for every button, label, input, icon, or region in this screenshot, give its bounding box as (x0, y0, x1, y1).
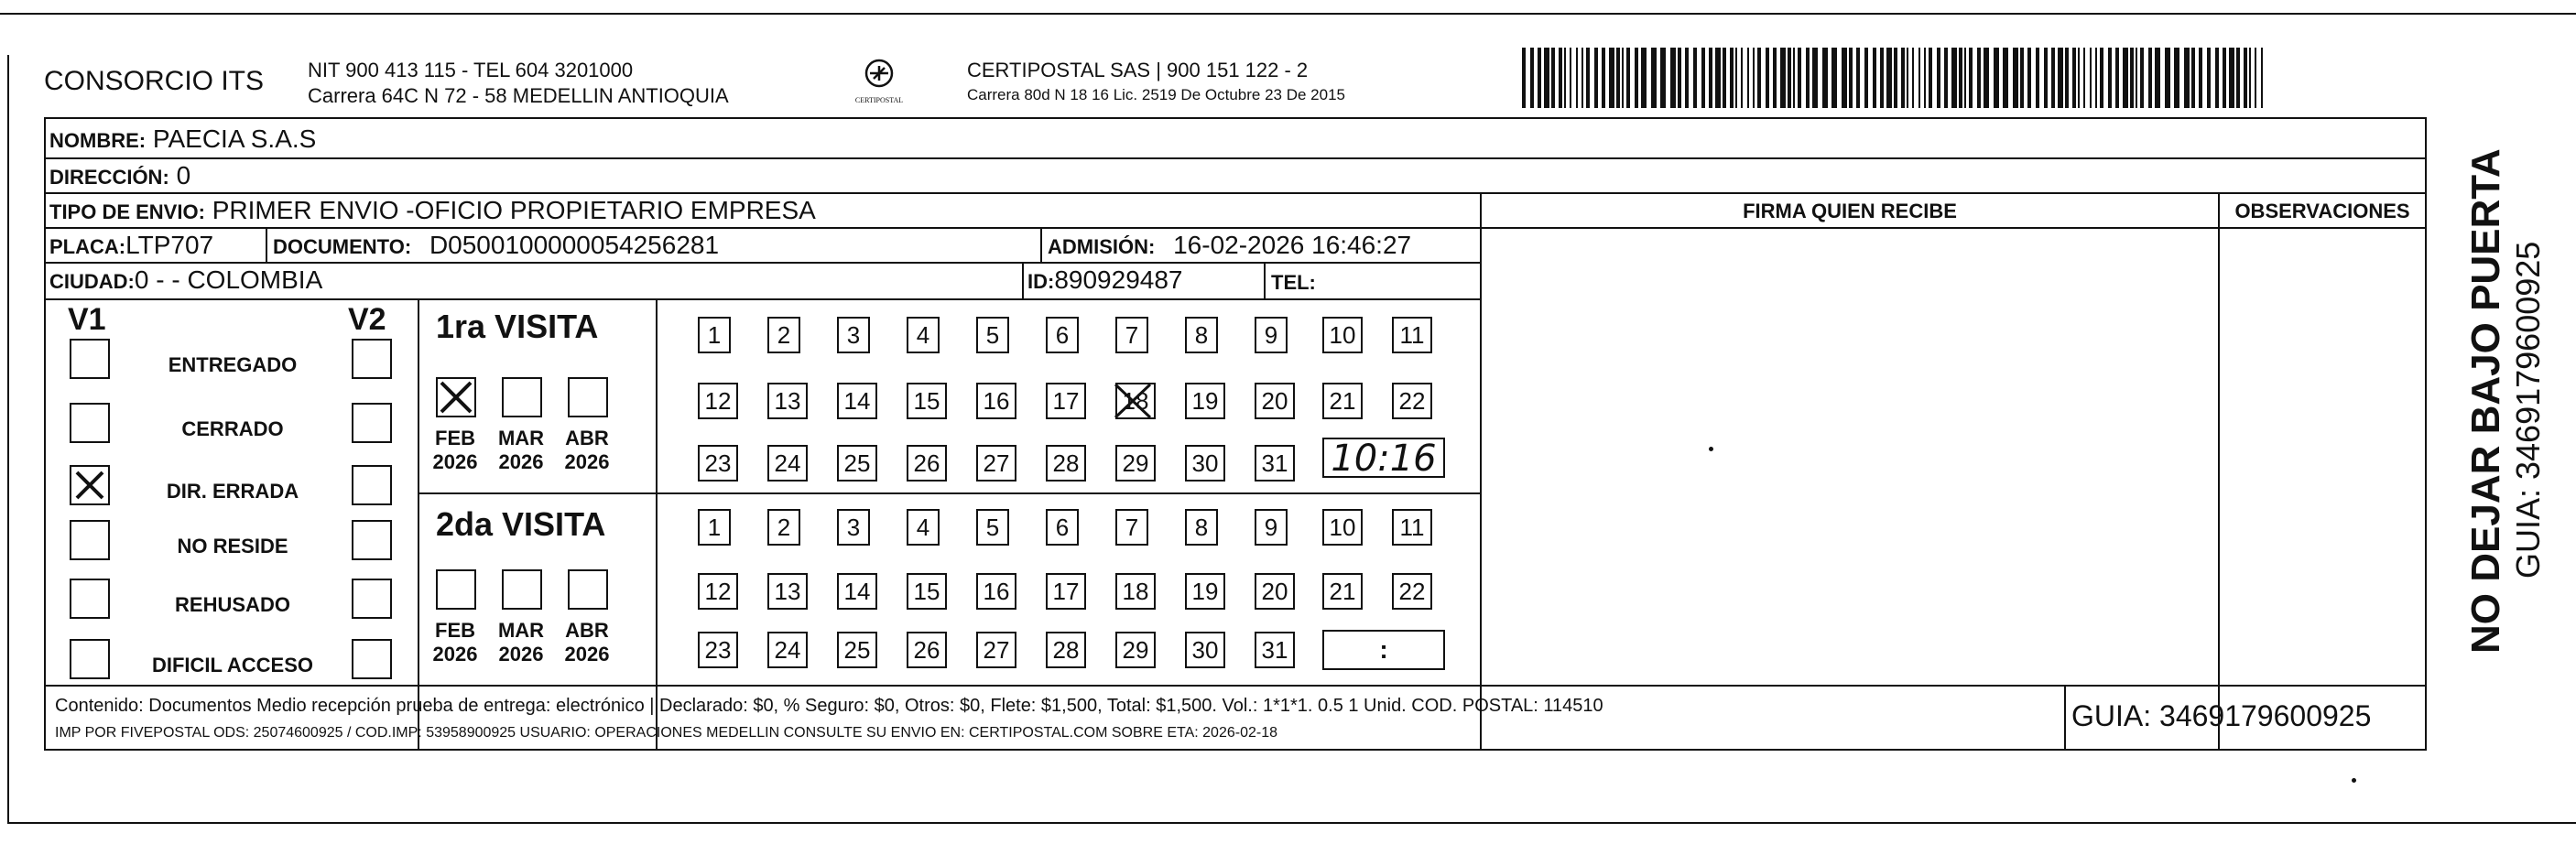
month-year: 2026 (498, 450, 544, 473)
barcode-bar (1894, 48, 1897, 108)
barcode-bar (1951, 48, 1957, 108)
table-top (44, 117, 2427, 119)
barcode-bar (2174, 48, 2179, 108)
barcode-bar (1984, 48, 1989, 108)
month-checkbox[interactable] (502, 569, 542, 610)
day-box[interactable]: 10 (1322, 509, 1363, 546)
v2-checkbox[interactable] (352, 520, 392, 560)
barcode-bar (1741, 48, 1743, 108)
day-box[interactable]: 30 (1185, 632, 1225, 668)
barcode-bar (1693, 48, 1697, 108)
v1-checkbox[interactable] (70, 465, 110, 505)
month-label (491, 619, 551, 666)
barcode-bar (1678, 48, 1681, 108)
tipo-row (49, 196, 816, 225)
footer-guia-sep (2064, 685, 2066, 749)
documento-label: DOCUMENTO: (273, 235, 412, 258)
day-box[interactable]: 17 (1046, 383, 1086, 419)
id-value: 890929487 (1054, 265, 1183, 294)
id-label: ID: (1027, 270, 1055, 293)
placa-sep (266, 227, 267, 262)
day-box[interactable]: 2 (767, 509, 800, 546)
direccion-label: DIRECCIÓN: (49, 166, 169, 189)
tipo-value: PRIMER ENVIO -OFICIO PROPIETARIO EMPRESA (212, 196, 816, 224)
day-box[interactable]: 21 (1322, 573, 1363, 610)
month-sep (656, 298, 658, 749)
first-time-box (1322, 438, 1445, 478)
direccion-row (49, 161, 190, 190)
barcode-bar (1806, 48, 1810, 108)
v1-label: V1 (68, 302, 106, 337)
admision-sep (1040, 227, 1042, 262)
month-checkbox[interactable] (568, 569, 608, 610)
certipostal-address: Carrera 80d N 18 16 Lic. 2519 De Octubre 23 De 2015 (967, 86, 1345, 103)
month-year: 2026 (432, 450, 478, 473)
row-line-4 (44, 262, 1482, 264)
barcode-bar (2223, 48, 2226, 108)
barcode-bar (2100, 48, 2103, 108)
barcode-bar (2078, 48, 2080, 108)
barcode-bar (1616, 48, 1620, 108)
v1-checkbox[interactable] (70, 403, 110, 443)
day-box[interactable]: 13 (767, 573, 808, 610)
day-box[interactable]: 2 (767, 317, 800, 353)
day-box[interactable]: 5 (976, 509, 1009, 546)
barcode-bar (1586, 48, 1590, 108)
month-label (557, 619, 617, 666)
barcode-bar (2130, 48, 2134, 108)
barcode-bar (1880, 48, 1884, 108)
barcode-bar (2255, 48, 2256, 108)
barcode-bar (1544, 48, 1549, 108)
certipostal-logo-text: CERTIPOSTAL (854, 96, 904, 104)
month-year: 2026 (564, 643, 610, 665)
month-name: MAR (497, 619, 545, 642)
certipostal-logo (852, 59, 907, 104)
status-option-label: ENTREGADO (168, 353, 298, 376)
barcode-bar (1766, 48, 1769, 108)
barcode-bar (2136, 48, 2137, 108)
barcode-bar (1622, 48, 1624, 108)
barcode-bar (1594, 48, 1598, 108)
day-box[interactable]: 3 (837, 509, 870, 546)
footer-top (44, 685, 2427, 687)
barcode-bar (2165, 48, 2170, 108)
day-box[interactable]: 29 (1115, 632, 1156, 668)
barcode-bar (1964, 48, 1966, 108)
day-box[interactable]: 31 (1255, 632, 1295, 668)
table-left (44, 117, 46, 751)
nombre-value: PAECIA S.A.S (152, 124, 317, 153)
day-box[interactable]: 28 (1046, 632, 1086, 668)
left-border (7, 55, 9, 824)
day-box[interactable]: 28 (1046, 445, 1086, 482)
speck (2352, 778, 2356, 783)
day-box[interactable]: 13 (767, 383, 808, 419)
placa-row (49, 231, 213, 260)
status-option-label: NO RESIDE (177, 535, 288, 557)
day-box[interactable]: 30 (1185, 445, 1225, 482)
v2-checkbox[interactable] (352, 579, 392, 619)
day-box[interactable]: 6 (1046, 509, 1079, 546)
day-box[interactable]: 20 (1255, 383, 1295, 419)
barcode-bar (2090, 48, 2092, 108)
day-box[interactable]: 25 (837, 445, 877, 482)
firma-col-right (2218, 192, 2220, 749)
v1-checkbox[interactable] (70, 639, 110, 679)
month-checkbox[interactable] (436, 569, 476, 610)
day-box[interactable]: 27 (976, 445, 1016, 482)
day-box[interactable]: 24 (767, 445, 808, 482)
day-box[interactable]: 12 (698, 573, 738, 610)
barcode-bar (1842, 48, 1847, 108)
day-box[interactable]: 20 (1255, 573, 1295, 610)
barcode-bar (1959, 48, 1962, 108)
barcode-bar (1551, 48, 1555, 108)
day-box[interactable]: 18 (1115, 573, 1156, 610)
placa-value: LTP707 (125, 231, 214, 259)
documento-value: D0500100000054256281 (429, 231, 720, 259)
ciudad-label: CIUDAD: (49, 270, 135, 293)
barcode-bar (2108, 48, 2112, 108)
day-box[interactable]: 16 (976, 573, 1016, 610)
v1-checkbox[interactable] (70, 579, 110, 619)
barcode-bar (1685, 48, 1689, 108)
month-label (557, 427, 617, 474)
barcode-bar (2140, 48, 2144, 108)
barcode-bar (1856, 48, 1860, 108)
cross-mark-icon (438, 379, 474, 416)
barcode-bar (1559, 48, 1562, 108)
day-box[interactable]: 9 (1255, 317, 1288, 353)
barcode-bar (2072, 48, 2076, 108)
tel-sep (1264, 262, 1266, 298)
day-box[interactable]: 4 (907, 509, 940, 546)
day-box[interactable]: 14 (837, 573, 877, 610)
barcode-bar (1635, 48, 1638, 108)
id-row (1027, 265, 1182, 295)
v2-checkbox[interactable] (352, 403, 392, 443)
day-box[interactable]: 8 (1185, 509, 1218, 546)
day-box[interactable]: 31 (1255, 445, 1295, 482)
barcode-bar (1994, 48, 1999, 108)
barcode-bar (2051, 48, 2055, 108)
day-box[interactable]: 22 (1392, 383, 1432, 419)
month-label (425, 619, 485, 666)
day-box[interactable]: 10 (1322, 317, 1363, 353)
company-name: CONSORCIO ITS (44, 66, 265, 96)
barcode-bar (1849, 48, 1853, 108)
barcode-bar (1641, 48, 1647, 108)
barcode-bar (1822, 48, 1828, 108)
month-label (491, 427, 551, 474)
tipo-label: TIPO DE ENVIO: (49, 200, 205, 223)
barcode-bar (2155, 48, 2160, 108)
barcode-bar (1944, 48, 1948, 108)
row-line-5 (44, 298, 1482, 300)
day-box[interactable]: 25 (837, 632, 877, 668)
barcode-bar (1609, 48, 1614, 108)
first-visit-title: 1ra VISITA (436, 308, 599, 345)
barcode-bar (1626, 48, 1630, 108)
v2-checkbox[interactable] (352, 465, 392, 505)
certipostal-logo-icon (861, 59, 897, 92)
barcode-bar (2199, 48, 2202, 108)
firma-col-left (1480, 192, 1482, 749)
barcode-bar (2020, 48, 2024, 108)
day-box[interactable]: 24 (767, 632, 808, 668)
day-box[interactable]: 23 (698, 632, 738, 668)
barcode-bar (1581, 48, 1583, 108)
barcode-bar (1747, 48, 1749, 108)
barcode-bar (1715, 48, 1721, 108)
month-name: ABR (565, 619, 609, 642)
barcode-bar (1977, 48, 1981, 108)
day-box[interactable]: 12 (698, 383, 738, 419)
cross-mark-icon (71, 467, 108, 503)
barcode-bar (1886, 48, 1892, 108)
day-box[interactable]: 11 (1392, 509, 1432, 546)
observaciones-header: OBSERVACIONES (2234, 200, 2410, 222)
barcode-bar (2013, 48, 2018, 108)
ciudad-row (49, 265, 322, 295)
status-option-label: DIFICIL ACCESO (151, 654, 313, 676)
day-box[interactable]: 14 (837, 383, 877, 419)
row-line-3 (44, 227, 2427, 229)
day-box[interactable]: 17 (1046, 573, 1086, 610)
barcode-bar (1576, 48, 1578, 108)
day-box[interactable]: 26 (907, 632, 947, 668)
nombre-label: NOMBRE: (49, 129, 147, 152)
barcode-bar (2083, 48, 2085, 108)
bottom-border (7, 822, 2576, 824)
barcode-bar (2003, 48, 2008, 108)
company-address: Carrera 64C N 72 - 58 MEDELLIN ANTIOQUIA (308, 84, 729, 107)
barcode-bar (1570, 48, 1571, 108)
barcode-bar (1780, 48, 1786, 108)
barcode-bar (1793, 48, 1795, 108)
barcode-bar (2058, 48, 2063, 108)
barcode-bar (1831, 48, 1837, 108)
barcode-bar (1798, 48, 1801, 108)
status-option-label: DIR. ERRADA (166, 480, 299, 503)
v2-checkbox[interactable] (352, 339, 392, 379)
barcode-bar (1773, 48, 1777, 108)
barcode-bar (2249, 48, 2251, 108)
row-line-1 (44, 157, 2427, 159)
day-box[interactable]: 19 (1185, 573, 1225, 610)
barcode-bar (2027, 48, 2031, 108)
v1-checkbox[interactable] (70, 520, 110, 560)
month-year: 2026 (498, 643, 544, 665)
visit-divider (418, 492, 1482, 494)
day-box[interactable]: 8 (1185, 317, 1218, 353)
barcode-bar (1709, 48, 1712, 108)
barcode-bar (1929, 48, 1932, 108)
barcode-bar (2236, 48, 2240, 108)
day-box[interactable]: 7 (1115, 509, 1148, 546)
day-box[interactable]: 27 (976, 632, 1016, 668)
barcode (1520, 48, 2271, 110)
day-box[interactable]: 22 (1392, 573, 1432, 610)
barcode-bar (2207, 48, 2211, 108)
barcode-bar (2044, 48, 2048, 108)
speck (1709, 447, 1713, 451)
month-name: MAR (497, 427, 545, 449)
day-box[interactable]: 19 (1185, 383, 1225, 419)
barcode-bar (1873, 48, 1876, 108)
barcode-bar (2036, 48, 2039, 108)
ciudad-value: 0 - - COLOMBIA (134, 265, 323, 294)
month-checkbox[interactable] (436, 377, 476, 417)
month-label (425, 427, 485, 474)
barcode-bar (1757, 48, 1761, 108)
barcode-bar (2148, 48, 2152, 108)
barcode-bar (1864, 48, 1868, 108)
admision-value: 16-02-2026 16:46:27 (1173, 231, 1412, 259)
side-guia: GUIA: 3469179600925 (2509, 241, 2547, 579)
day-box[interactable]: 16 (976, 383, 1016, 419)
month-checkbox[interactable] (568, 377, 608, 417)
day-box[interactable]: 18 (1115, 383, 1156, 419)
month-name: ABR (565, 427, 609, 449)
v1-checkbox[interactable] (70, 339, 110, 379)
day-box[interactable]: 7 (1115, 317, 1148, 353)
barcode-bar (1602, 48, 1605, 108)
barcode-bar (1735, 48, 1737, 108)
second-visit-title: 2da VISITA (436, 505, 606, 543)
id-sep (1022, 262, 1024, 298)
barcode-bar (1530, 48, 1534, 108)
day-box[interactable]: 1 (698, 317, 731, 353)
month-name: FEB (435, 619, 475, 642)
day-box[interactable]: 1 (698, 509, 731, 546)
v2-label: V2 (348, 302, 386, 337)
direccion-value: 0 (176, 161, 191, 189)
barcode-bar (1812, 48, 1818, 108)
barcode-bar (2123, 48, 2128, 108)
footer-guia: GUIA: 3469179600925 (2071, 699, 2372, 732)
admision-row (1048, 231, 1411, 260)
barcode-bar (2065, 48, 2069, 108)
firma-header: FIRMA QUIEN RECIBE (1743, 200, 1957, 222)
day-box[interactable]: 5 (976, 317, 1009, 353)
side-warning: NO DEJAR BAJO PUERTA (2463, 148, 2508, 654)
documento-row (273, 231, 719, 260)
barcode-bar (2191, 48, 2195, 108)
barcode-bar (2229, 48, 2234, 108)
company-nit: NIT 900 413 115 - TEL 604 3201000 (308, 59, 634, 81)
second-time-box (1322, 630, 1445, 670)
day-box[interactable]: 9 (1255, 509, 1288, 546)
day-box[interactable]: 15 (907, 383, 947, 419)
month-year: 2026 (432, 643, 478, 665)
month-checkbox[interactable] (502, 377, 542, 417)
barcode-bar (1937, 48, 1940, 108)
day-box[interactable]: 6 (1046, 317, 1079, 353)
day-box[interactable]: 26 (907, 445, 947, 482)
nombre-row (49, 124, 316, 154)
barcode-bar (1907, 48, 1908, 108)
barcode-bar (2261, 48, 2263, 108)
month-year: 2026 (564, 450, 610, 473)
barcode-bar (1522, 48, 1526, 108)
barcode-bar (2244, 48, 2247, 108)
placa-label: PLACA: (49, 235, 126, 258)
barcode-bar (2115, 48, 2119, 108)
barcode-bar (1660, 48, 1666, 108)
first-time-value: 10:16 (1331, 438, 1437, 480)
barcode-bar (1670, 48, 1676, 108)
barcode-bar (1924, 48, 1926, 108)
barcode-bar (2215, 48, 2219, 108)
tel-label: TEL: (1271, 271, 1316, 294)
top-border (0, 13, 2576, 15)
barcode-bar (1788, 48, 1791, 108)
day-box[interactable]: 11 (1392, 317, 1432, 353)
footer-line1: Contenido: Documentos Medio recepción prueba de entrega: electrónico | Declarado: $0, % Seguro: $0, Otros: $0, Flete: $1,500, Total: $1,500. Vol.: 1*1*1. 0.5 1 Unid. COD. POSTAL: 114510 (55, 696, 1603, 716)
status-option-label: REHUSADO (175, 593, 290, 616)
barcode-bar (1538, 48, 1541, 108)
barcode-bar (2184, 48, 2190, 108)
v2-checkbox[interactable] (352, 639, 392, 679)
day-box[interactable]: 21 (1322, 383, 1363, 419)
table-bottom (44, 749, 2427, 751)
month-name: FEB (435, 427, 475, 449)
table-right (2425, 117, 2427, 751)
status-sep (418, 298, 419, 749)
day-box[interactable]: 23 (698, 445, 738, 482)
certipostal-info: CERTIPOSTAL SAS | 900 151 122 - 2 (967, 59, 1309, 81)
barcode-bar (2095, 48, 2097, 108)
barcode-bar (1901, 48, 1905, 108)
day-box[interactable]: 29 (1115, 445, 1156, 482)
barcode-bar (1564, 48, 1566, 108)
day-box[interactable]: 15 (907, 573, 947, 610)
barcode-bar (1730, 48, 1734, 108)
barcode-bar (1918, 48, 1920, 108)
barcode-bar (1912, 48, 1914, 108)
footer-line2: IMP POR FIVEPOSTAL ODS: 25074600925 / COD.IMP: 53958900925 USUARIO: OPERACIONES MEDELLIN CONSULTE SU ENVIO EN: CERTIPOSTAL.COM SOBRE ETA: 2026-02-18 (55, 725, 1277, 741)
day-box[interactable]: 4 (907, 317, 940, 353)
second-time-value: : (1379, 635, 1388, 664)
barcode-bar (1969, 48, 1973, 108)
day-box[interactable]: 3 (837, 317, 870, 353)
barcode-bar (1753, 48, 1755, 108)
barcode-bar (1723, 48, 1726, 108)
admision-label: ADMISIÓN: (1048, 235, 1156, 258)
barcode-bar (1701, 48, 1705, 108)
row-line-2 (44, 192, 2427, 194)
status-option-label: CERRADO (181, 417, 284, 440)
barcode-bar (1651, 48, 1657, 108)
